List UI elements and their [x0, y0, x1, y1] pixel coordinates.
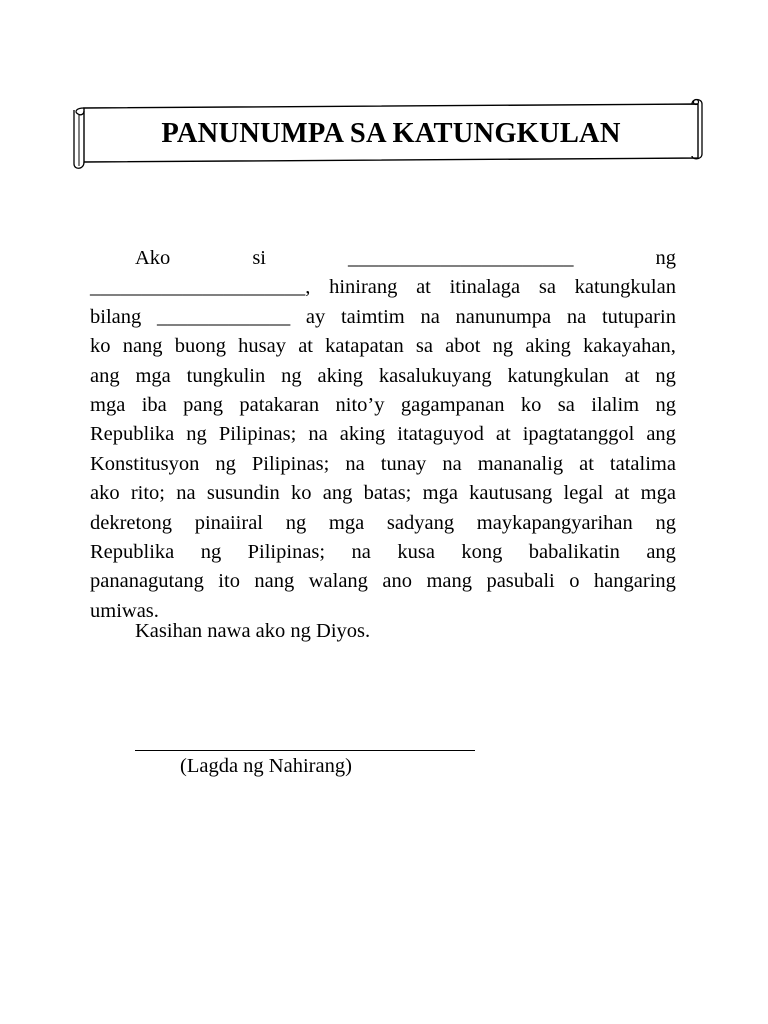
- oath-word: katapatan: [325, 335, 404, 358]
- oath-line: [90, 479, 676, 508]
- oath-line: [90, 362, 676, 391]
- oath-word: sa: [415, 335, 433, 358]
- oath-word: rito;: [130, 482, 166, 505]
- oath-word: walang: [308, 570, 368, 593]
- oath-word: ito: [218, 570, 240, 593]
- oath-word: babalikatin: [528, 541, 620, 564]
- oath-word: pasubali: [486, 570, 555, 593]
- oath-line: [90, 273, 676, 302]
- oath-word: ako: [90, 482, 120, 505]
- signature-line: [135, 750, 475, 751]
- oath-word: pinaiiral: [194, 511, 263, 534]
- oath-word: ko: [290, 482, 312, 505]
- oath-word: aking: [525, 335, 571, 358]
- oath-word: sa: [557, 394, 575, 417]
- oath-line: [90, 538, 676, 567]
- oath-word: taimtim: [340, 305, 405, 328]
- signature-caption: (Lagda ng Nahirang): [180, 755, 352, 777]
- oath-word: mang: [426, 570, 472, 593]
- oath-word: ay: [305, 305, 326, 328]
- oath-word: o: [569, 570, 580, 593]
- oath-word: Pilipinas;: [247, 541, 326, 564]
- oath-word: ng: [655, 394, 676, 417]
- title-banner: [70, 96, 706, 176]
- oath-word: ng: [281, 364, 302, 387]
- oath-word: kong: [461, 541, 503, 564]
- oath-word: itinalaga: [449, 276, 521, 299]
- oath-word: _____________: [156, 305, 291, 328]
- oath-word: at: [298, 335, 313, 358]
- oath-word: aking: [317, 364, 364, 387]
- oath-word: at: [579, 452, 594, 475]
- oath-line: [90, 332, 676, 361]
- oath-word: patakaran: [239, 394, 320, 417]
- oath-word: na: [420, 305, 440, 328]
- oath-line: [90, 391, 676, 420]
- oath-word: ilalim: [591, 394, 640, 417]
- oath-word: Pilipinas;: [218, 423, 297, 446]
- oath-word: katungkulan: [507, 364, 609, 387]
- oath-word: itataguyod: [397, 423, 484, 446]
- oath-word: batas;: [363, 482, 412, 505]
- oath-word: ipagtatanggol: [522, 423, 635, 446]
- oath-word: nang: [254, 570, 295, 593]
- oath-word: buong: [174, 335, 226, 358]
- oath-word: mga: [640, 482, 676, 505]
- oath-word: ng: [285, 511, 307, 534]
- oath-word: tunay: [380, 452, 427, 475]
- oath-word: ko: [90, 335, 111, 358]
- oath-paragraph: [90, 244, 676, 626]
- oath-word: maykapangyarihan: [476, 511, 633, 534]
- oath-word: legal: [563, 482, 604, 505]
- oath-word: nang: [122, 335, 163, 358]
- oath-word: ko: [520, 394, 542, 417]
- oath-word: bilang: [90, 305, 142, 328]
- oath-word: na: [566, 305, 587, 328]
- document-title: PANUNUMPA SA KATUNGKULAN: [161, 118, 621, 149]
- oath-word: hinirang: [329, 276, 398, 299]
- oath-line: [90, 244, 676, 273]
- oath-word: Republika: [90, 423, 175, 446]
- oath-word: Pilipinas;: [251, 452, 330, 475]
- oath-word: ng: [186, 423, 207, 446]
- oath-word: pang: [183, 394, 224, 417]
- oath-word: kakayahan,: [583, 335, 676, 358]
- oath-word: tungkulin: [186, 364, 266, 387]
- oath-word: mga: [422, 482, 458, 505]
- oath-word: ng: [492, 335, 514, 358]
- oath-line: [90, 420, 676, 449]
- oath-word: sa: [538, 276, 556, 299]
- oath-line: [90, 450, 676, 479]
- oath-word: Republika: [90, 541, 175, 564]
- oath-word: ng: [655, 511, 676, 534]
- oath-word: hangaring: [593, 570, 676, 593]
- oath-word: ano: [382, 570, 412, 593]
- oath-line: [90, 303, 676, 332]
- oath-word: mga: [90, 394, 126, 417]
- oath-word: na: [351, 541, 371, 564]
- oath-word: ang: [322, 482, 353, 505]
- oath-word: Konstitusyon: [90, 452, 200, 475]
- oath-word: mga: [135, 364, 171, 387]
- oath-line: [90, 567, 676, 596]
- oath-word: kasalukuyang: [378, 364, 492, 387]
- oath-word: ______________________: [348, 247, 574, 269]
- oath-word: umiwas.: [90, 599, 159, 622]
- oath-word: gagampanan: [400, 394, 505, 417]
- oath-word: at: [624, 364, 640, 387]
- oath-word: si: [252, 247, 266, 269]
- oath-word: tutuparin: [601, 305, 676, 328]
- oath-word: ng: [655, 247, 676, 269]
- oath-word: iba: [141, 394, 167, 417]
- oath-word: ang: [646, 541, 676, 564]
- oath-word: tatalima: [609, 452, 676, 475]
- oath-word: na: [176, 482, 196, 505]
- oath-word: ng: [655, 364, 676, 387]
- oath-word: at: [614, 482, 630, 505]
- oath-word: ng: [200, 541, 222, 564]
- oath-word: na: [345, 452, 365, 475]
- oath-word: ang: [90, 364, 120, 387]
- oath-word: mananalig: [477, 452, 564, 475]
- oath-word: abot: [445, 335, 481, 358]
- oath-word: nanunumpa: [455, 305, 552, 328]
- oath-word: ang: [646, 423, 676, 446]
- oath-word: husay: [238, 335, 286, 358]
- oath-word: mga: [328, 511, 365, 534]
- oath-word: kusa: [397, 541, 435, 564]
- closing-line: Kasihan nawa ako ng Diyos.: [135, 620, 371, 642]
- oath-word: pananagutang: [90, 570, 204, 593]
- oath-word: katungkulan: [574, 276, 676, 299]
- oath-word: at: [495, 423, 511, 446]
- oath-word: ng: [215, 452, 236, 475]
- oath-word: aking: [339, 423, 386, 446]
- oath-word: susundin: [206, 482, 280, 505]
- oath-word: sadyang: [386, 511, 455, 534]
- oath-word: Ako: [135, 247, 171, 269]
- oath-word: nito’y: [335, 394, 385, 417]
- oath-word: _____________________,: [90, 276, 311, 299]
- oath-word: at: [416, 276, 431, 299]
- oath-word: na: [442, 452, 462, 475]
- oath-word: dekretong: [90, 511, 172, 534]
- oath-line: [90, 509, 676, 538]
- oath-word: kautusang: [469, 482, 553, 505]
- oath-word: na: [308, 423, 328, 446]
